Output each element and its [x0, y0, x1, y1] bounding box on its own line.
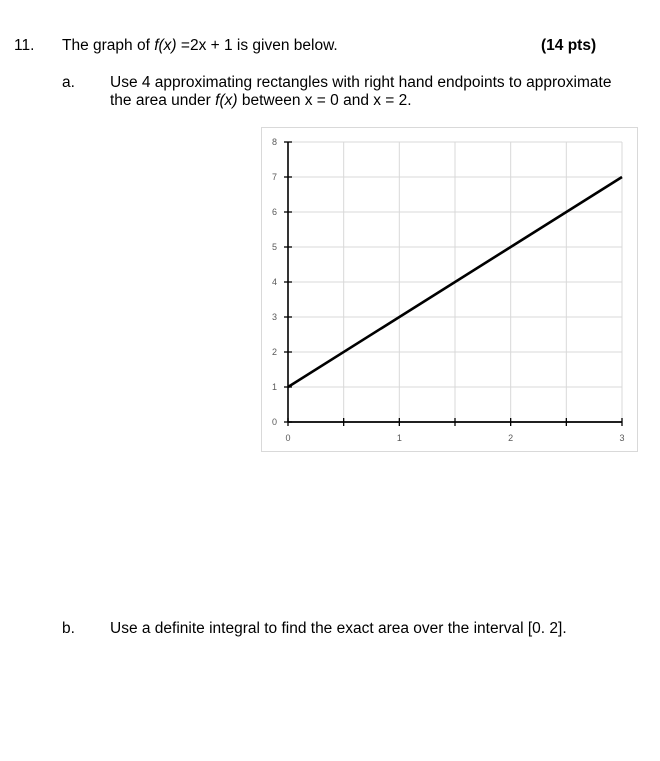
- x-tick-label-0: 0: [285, 433, 291, 443]
- part-a-line-1: Use 4 approximating rectangles with right hand endpoints to approximate: [110, 74, 612, 91]
- x-tick-label-1: 1: [396, 433, 402, 443]
- x-tick-label-2: 2: [508, 433, 514, 443]
- part-a-function: f(x): [215, 92, 238, 109]
- y-tick-label-0: 0: [271, 417, 277, 427]
- part-b-label: b.: [62, 620, 75, 637]
- problem-number: 11.: [14, 37, 35, 54]
- y-tick-label-4: 4: [271, 277, 277, 287]
- y-tick-label-2: 2: [271, 347, 277, 357]
- problem-intro: [62, 37, 338, 55]
- y-tick-label-5: 5: [271, 242, 277, 252]
- problem-intro-function: f(x): [154, 37, 177, 54]
- chart-svg: [262, 128, 639, 453]
- problem-intro-before: The graph of: [62, 37, 155, 54]
- y-tick-label-8: 8: [271, 137, 277, 147]
- x-tick-label-3: 3: [619, 433, 625, 443]
- part-a-line-2-after: between x = 0 and x = 2.: [237, 92, 412, 109]
- part-a-label: a.: [62, 74, 75, 91]
- part-b-text: Use a definite integral to find the exact area over the interval [0. 2].: [110, 620, 567, 637]
- y-tick-label-1: 1: [271, 382, 277, 392]
- y-tick-label-7: 7: [271, 172, 277, 182]
- part-a-line-2-before: the area under: [110, 92, 216, 109]
- problem-points: (14 pts): [541, 37, 597, 54]
- part-a-line-2: [110, 92, 412, 110]
- function-graph: [261, 127, 638, 452]
- y-tick-label-3: 3: [271, 312, 277, 322]
- problem-intro-after: =2x + 1 is given below.: [176, 37, 338, 54]
- y-tick-label-6: 6: [271, 207, 277, 217]
